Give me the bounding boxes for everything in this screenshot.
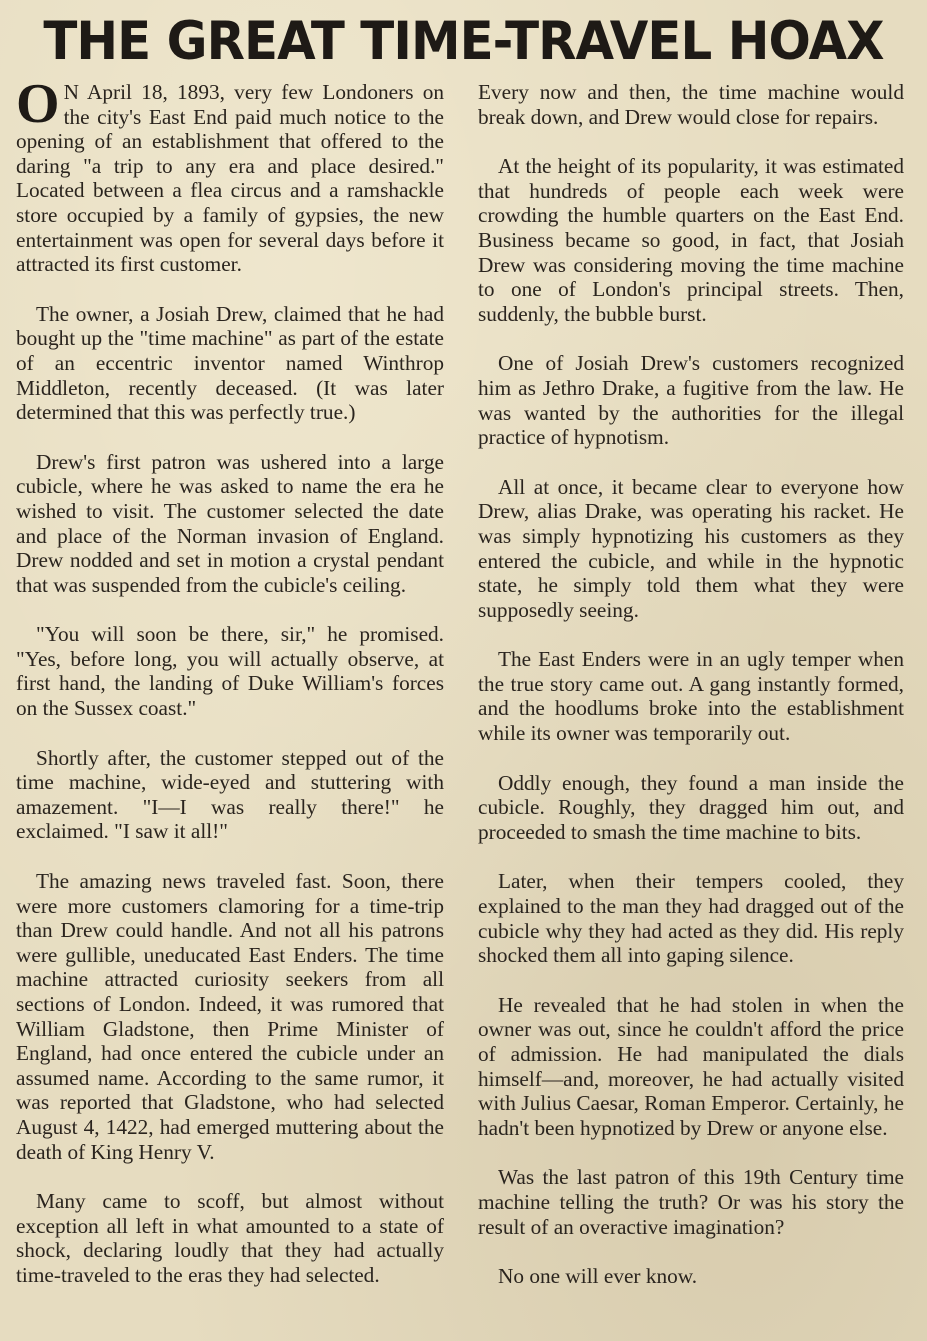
left-column [16, 73, 444, 1313]
paragraph-4: "You will soon be there, sir," he promised. "Yes, before long, you will actually observe, at first hand, the landing of Duke William's forces on the Sussex coast." [16, 622, 444, 721]
paragraph-2: The owner, a Josiah Drew, claimed that he had bought up the "time machine" as part of the estate of an eccentric inventor named Winthrop Middleton, recently deceased. (It was later determined that this was perfectly true.) [16, 301, 444, 425]
paragraph-11: All at once, it became clear to everyone how Drew, alias Drake, was operating his racket. He was simply hypnotizing his customers as they entered the cubicle, and while in the hypnotic state, he simply told them what they were supposedly seeing. [478, 474, 904, 622]
first-word-rest: N [63, 80, 79, 104]
paragraph-1 [16, 73, 444, 277]
paragraph-10: One of Josiah Drew's customers recognized him as Jethro Drake, a fugitive from the law. He was wanted by the authorities for the illegal practice of hypnotism. [478, 351, 904, 450]
right-column [478, 80, 904, 1314]
paragraph-8: Every now and then, the time machine would break down, and Drew would close for repairs. [478, 80, 904, 129]
paragraph-13: Oddly enough, they found a man inside the cubicle. Roughly, they dragged him out, and proceeded to smash the time machine to bits. [478, 770, 904, 844]
paragraph-6: The amazing news traveled fast. Soon, there were more customers clamoring for a time-trip than Drew could handle. And not all his patrons were gullible, uneducated East Enders. The time machine attracted curiosity seekers from all sections of London. Indeed, it was rumored that William Gladstone, then Prime Minister of England, had once entered the cubicle under an assumed name. According to the same rumor, it was reported that Gladstone, who had selected August 4, 1422, had emerged muttering about the death of King Henry V. [16, 869, 444, 1164]
paragraph-14: Later, when their tempers cooled, they explained to the man they had dragged out of the cubicle why they had acted as they did. His reply shocked them all into gaping silence. [478, 869, 904, 968]
paragraph-16: Was the last patron of this 19th Century time machine telling the truth? Or was his story the result of an overactive imagination? [478, 1165, 904, 1239]
article-title: THE GREAT TIME-TRAVEL HOAX [43, 11, 884, 72]
closing-line: No one will ever know. [498, 1264, 698, 1289]
paragraph-5: Shortly after, the customer stepped out of the time machine, wide-eyed and stuttering with amazement. "I—I was really there!" he exclaimed. "I saw it all!" [16, 745, 444, 844]
paragraph-7: Many came to scoff, but almost without exception all left in what amounted to a state of shock, declaring loudly that they had actually time-traveled to the eras they had selected. [16, 1189, 444, 1287]
paragraph-12: The East Enders were in an ugly temper when the true story came out. A gang instantly formed, and the hoodlums broke into the establishment while its owner was temporarily out. [478, 647, 904, 746]
paragraph-3: Drew's first patron was ushered into a large cubicle, where he was asked to name the era he wished to visit. The customer selected the date and place of the Norman invasion of England. Drew nodded and set in motion a crystal pendant that was suspended from the cubicle's ceiling. [16, 449, 444, 597]
paragraph-1-text: April 18, 1893, very few Londoners on the city's East End paid much notice to the opening of an establishment that offered to the daring "a trip to any era and place desired." Located between a flea circus and a ramshackle store occupied by a family of gypsies, the new entertainment was open for several days before it attracted its first customer. [16, 80, 444, 277]
paragraph-9: At the height of its popularity, it was estimated that hundreds of people each week were crowding the humble quarters on the East End. Business became so good, in fact, that Josiah Drew was considering moving the time machine to one of London's principal streets. Then, suddenly, the bubble burst. [478, 154, 904, 326]
drop-cap: O [16, 73, 60, 135]
paragraph-15: He revealed that he had stolen in when the owner was out, since he couldn't afford the price of admission. He had manipulated the dials himself—and, moreover, he had actually visited with Julius Caesar, Roman Emperor. Certainly, he hadn't been hypnotized by Drew or anyone else. [478, 992, 904, 1140]
